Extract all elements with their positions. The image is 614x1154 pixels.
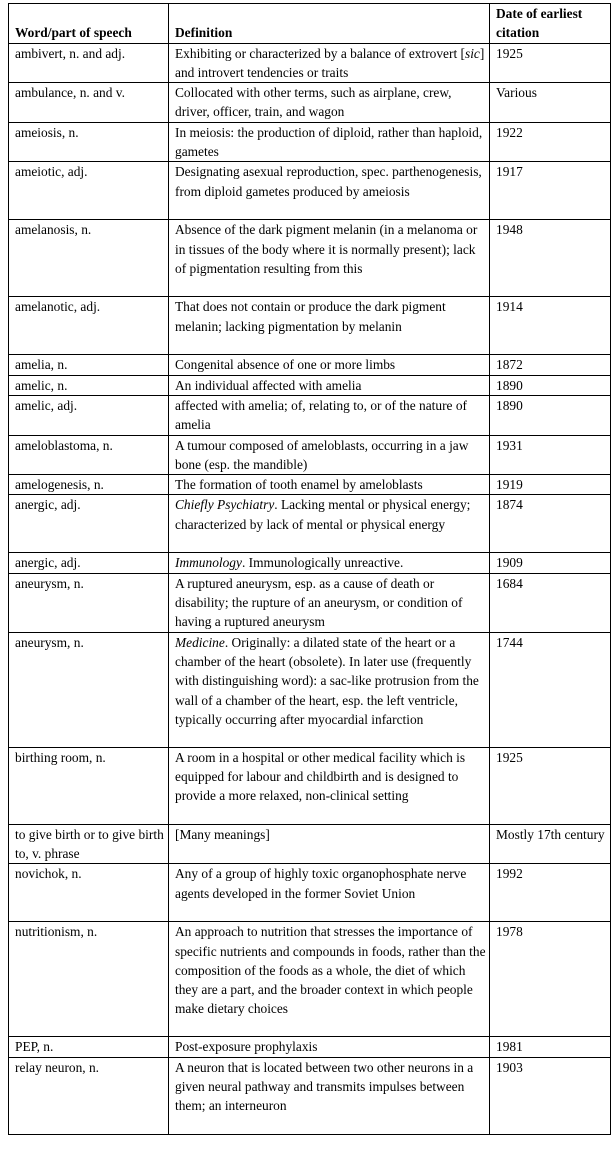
word-cell: ameiosis, n. [9, 122, 169, 162]
subject-label: Medicine [175, 634, 225, 650]
definition-cell [169, 573, 490, 632]
definition-cell [169, 922, 490, 1037]
definition-text: An approach to nutrition that stresses the importance of specific nutrients and compounds in foods, rather than the composition of the foods as a whole, the diet of which they are a part, and the broader context in which people make dietary choices [175, 924, 486, 1017]
word-cell: aneurysm, n. [9, 632, 169, 747]
date-cell: 1981 [490, 1037, 611, 1057]
header-date: Date of earliest citation [490, 4, 611, 44]
table-row [9, 824, 611, 864]
table-row [9, 297, 611, 355]
date-cell: Various [490, 83, 611, 123]
definition-italic: sic [465, 45, 480, 61]
date-cell: 1919 [490, 475, 611, 495]
subject-label: Chiefly Psychiatry [175, 497, 275, 513]
definition-cell [169, 864, 490, 922]
word-cell: to give birth or to give birth to, v. phrase [9, 824, 169, 864]
definition-text: That does not contain or produce the dark pigment melanin; lacking pigmentation by melanin [175, 299, 446, 334]
table-row [9, 435, 611, 475]
date-cell: 1925 [490, 747, 611, 824]
definition-cell [169, 297, 490, 355]
table-row [9, 43, 611, 83]
date-cell: 1922 [490, 122, 611, 162]
definition-cell [169, 475, 490, 495]
date-cell: 1744 [490, 632, 611, 747]
definition-cell [169, 355, 490, 375]
table-row [9, 632, 611, 747]
date-cell: 1890 [490, 375, 611, 395]
date-cell: 1978 [490, 922, 611, 1037]
table-row [9, 553, 611, 573]
word-cell: birthing room, n. [9, 747, 169, 824]
definition-cell [169, 632, 490, 747]
word-cell: relay neuron, n. [9, 1057, 169, 1134]
table-row [9, 220, 611, 297]
date-cell: 1909 [490, 553, 611, 573]
word-cell: ameloblastoma, n. [9, 435, 169, 475]
table-row [9, 747, 611, 824]
definition-cell [169, 395, 490, 435]
date-cell: 1890 [490, 395, 611, 435]
word-cell: amelic, n. [9, 375, 169, 395]
definition-text: Congenital absence of one or more limbs [175, 357, 396, 373]
word-cell: ameiotic, adj. [9, 162, 169, 220]
word-cell: ambivert, n. and adj. [9, 43, 169, 83]
definition-cell [169, 220, 490, 297]
definition-cell [169, 43, 490, 83]
word-table [8, 3, 611, 1135]
date-cell: 1914 [490, 297, 611, 355]
date-cell: 1874 [490, 495, 611, 553]
date-cell: 1903 [490, 1057, 611, 1134]
table-row [9, 122, 611, 162]
table-body [9, 43, 611, 1134]
table-row [9, 1037, 611, 1057]
word-cell: amelogenesis, n. [9, 475, 169, 495]
date-cell: 1992 [490, 864, 611, 922]
definition-text: In meiosis: the production of diploid, rather than haploid, gametes [175, 124, 483, 160]
word-cell: anergic, adj. [9, 495, 169, 553]
definition-text: Collocated with other terms, such as airplane, crew, driver, officer, train, and wagon [175, 85, 452, 120]
header-row [9, 4, 611, 44]
date-cell: Mostly 17th century [490, 824, 611, 864]
definition-cell [169, 553, 490, 573]
word-cell: amelic, adj. [9, 395, 169, 435]
table-row [9, 573, 611, 632]
table-row [9, 355, 611, 375]
definition-text: . Lacking mental or physical energy; characterized by lack of mental or physical energy [175, 497, 471, 532]
word-cell: nutritionism, n. [9, 922, 169, 1037]
definition-text: Absence of the dark pigment melanin (in a melanoma or in tissues of the body where it is normally present); lack of pigmentation resulting from this [175, 222, 478, 276]
table-row [9, 1057, 611, 1134]
definition-text: A neuron that is located between two other neurons in a given neural pathway and transmits impulses between them; an interneuron [175, 1059, 474, 1114]
word-cell: amelanosis, n. [9, 220, 169, 297]
definition-cell [169, 495, 490, 553]
definition-cell [169, 162, 490, 220]
definition-text: A tumour composed of ameloblasts, occurring in a jaw bone (esp. the mandible) [175, 437, 469, 472]
subject-label: Immunology [175, 555, 242, 571]
definition-text: affected with amelia; of, relating to, or of the nature of amelia [175, 397, 467, 433]
table-row [9, 864, 611, 922]
date-cell: 1925 [490, 43, 611, 83]
table-row [9, 495, 611, 553]
definition-text: The formation of tooth enamel by ameloblasts [175, 477, 423, 493]
definition-cell [169, 83, 490, 123]
word-cell: amelanotic, adj. [9, 297, 169, 355]
header-definition: Definition [169, 4, 490, 44]
definition-text-end: ] and introvert tendencies or traits [175, 45, 485, 80]
word-cell: amelia, n. [9, 355, 169, 375]
word-cell: PEP, n. [9, 1037, 169, 1057]
table-row [9, 83, 611, 123]
word-cell: novichok, n. [9, 864, 169, 922]
date-cell: 1872 [490, 355, 611, 375]
table-row [9, 162, 611, 220]
definition-cell [169, 375, 490, 395]
definition-cell [169, 435, 490, 475]
word-cell: ambulance, n. and v. [9, 83, 169, 123]
date-cell: 1948 [490, 220, 611, 297]
definition-cell [169, 122, 490, 162]
table-row [9, 922, 611, 1037]
definition-text: A room in a hospital or other medical facility which is equipped for labour and childbirth and is designed to provide a more relaxed, non-clinical setting [175, 749, 466, 804]
definition-cell [169, 747, 490, 824]
table-row [9, 475, 611, 495]
table-row [9, 395, 611, 435]
date-cell: 1931 [490, 435, 611, 475]
definition-text: Post-exposure prophylaxis [175, 1039, 318, 1055]
definition-cell [169, 1057, 490, 1134]
word-cell: aneurysm, n. [9, 573, 169, 632]
definition-text: . Immunologically unreactive. [241, 555, 404, 571]
definition-text: An individual affected with amelia [175, 377, 362, 393]
definition-text: [Many meanings] [175, 826, 270, 842]
header-word: Word/part of speech [9, 4, 169, 44]
definition-text: Exhibiting or characterized by a balance of extrovert [ [175, 45, 465, 61]
date-cell: 1684 [490, 573, 611, 632]
definition-text: . Originally: a dilated state of the heart or a chamber of the heart (obsolete). In later use (frequently with distinguishing word): a sac-like protrusion from the wall of a chamber of the heart, esp. the left ventricle, typically occurring after myocardial infarction [175, 634, 479, 727]
date-cell: 1917 [490, 162, 611, 220]
definition-cell [169, 1037, 490, 1057]
table-row [9, 375, 611, 395]
definition-text: Designating asexual reproduction, spec. parthenogenesis, from diploid gametes produced by ameiosis [175, 164, 482, 199]
definition-cell [169, 824, 490, 864]
definition-text: Any of a group of highly toxic organophosphate nerve agents developed in the former Soviet Union [175, 866, 467, 901]
word-cell: anergic, adj. [9, 553, 169, 573]
definition-text: A ruptured aneurysm, esp. as a cause of death or disability; the rupture of an aneurysm, or condition of having a ruptured aneurysm [175, 575, 463, 630]
